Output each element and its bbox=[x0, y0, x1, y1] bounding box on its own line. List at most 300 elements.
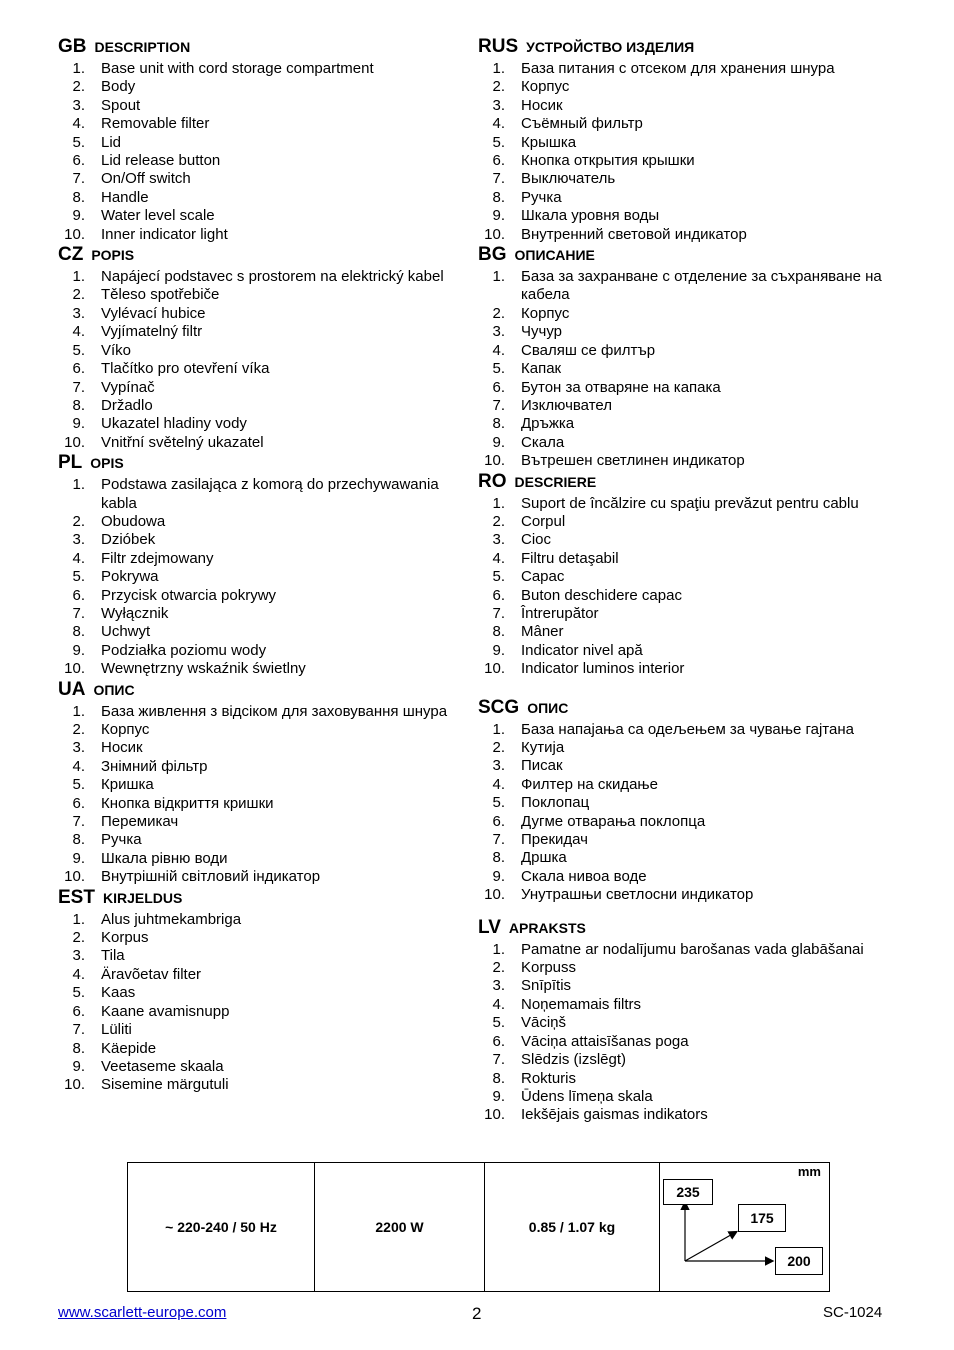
language-code: UA bbox=[58, 678, 86, 700]
item-text: Držadlo bbox=[101, 396, 153, 414]
item-text: Внутрішній світловий індикатор bbox=[101, 868, 321, 886]
item-text: Бутон за отваряне на капака bbox=[521, 378, 721, 396]
item-number: 4. bbox=[492, 549, 505, 567]
item-text: Snīpītis bbox=[521, 977, 572, 995]
item-text: Носик bbox=[521, 96, 563, 114]
item-number: 9. bbox=[492, 867, 505, 885]
item-text: Sisemine märgutuli bbox=[101, 1076, 229, 1094]
section-est bbox=[58, 887, 462, 1095]
item-text: Знімний фільтр bbox=[101, 757, 208, 775]
list-item bbox=[478, 739, 902, 757]
item-number: 9. bbox=[492, 433, 505, 451]
item-text: Mâner bbox=[521, 623, 564, 641]
item-text: Lüliti bbox=[101, 1021, 132, 1039]
item-text: Capac bbox=[521, 568, 565, 586]
parts-list bbox=[478, 268, 902, 470]
item-number: 4. bbox=[492, 115, 505, 133]
list-item bbox=[478, 60, 902, 78]
list-item bbox=[478, 587, 902, 605]
item-text: Дршка bbox=[521, 849, 567, 867]
item-text: Vnitřní světelný ukazatel bbox=[101, 433, 264, 451]
list-item bbox=[58, 623, 462, 641]
section-heading bbox=[58, 244, 462, 268]
list-item bbox=[58, 513, 462, 531]
model-number: SC-1024 bbox=[823, 1304, 883, 1321]
item-text: Vāciņa attaisīšanas poga bbox=[521, 1032, 689, 1050]
depth-value: 175 bbox=[750, 1210, 774, 1226]
list-item bbox=[478, 268, 902, 305]
language-code: LV bbox=[478, 916, 501, 938]
item-text: Дугме отварања поклопца bbox=[521, 812, 706, 830]
item-text: Pamatne ar nodalījumu barošanas vada glabāšanai bbox=[521, 940, 864, 958]
item-number: 5. bbox=[72, 776, 85, 794]
list-item bbox=[478, 189, 902, 207]
list-item bbox=[58, 97, 462, 115]
item-number: 8. bbox=[72, 1039, 85, 1057]
section-heading bbox=[58, 452, 462, 476]
section-title: ОПИС bbox=[93, 681, 135, 698]
item-text: Ручка bbox=[101, 831, 142, 849]
list-item bbox=[478, 1033, 902, 1051]
list-item bbox=[478, 134, 902, 152]
item-text: Filtru detaşabil bbox=[521, 549, 619, 567]
item-number: 2. bbox=[72, 286, 85, 304]
list-item bbox=[478, 941, 902, 959]
item-number: 7. bbox=[72, 813, 85, 831]
item-text: Noņemamais filtrs bbox=[521, 995, 642, 1013]
height-box bbox=[663, 1179, 713, 1205]
list-item bbox=[58, 568, 462, 586]
item-number: 2. bbox=[72, 78, 85, 96]
item-text: Veetaseme skaala bbox=[101, 1057, 224, 1075]
list-item bbox=[478, 342, 902, 360]
item-text: База питания с отсеком для хранения шнура bbox=[521, 60, 835, 77]
item-number: 8. bbox=[492, 849, 505, 867]
item-number: 10. bbox=[64, 433, 85, 451]
item-number: 3. bbox=[492, 323, 505, 341]
list-item bbox=[58, 758, 462, 776]
item-text: Скала bbox=[521, 433, 565, 451]
item-text: Těleso spotřebiče bbox=[101, 286, 220, 304]
power-cell bbox=[315, 1163, 485, 1291]
list-item bbox=[58, 831, 462, 849]
list-item bbox=[478, 434, 902, 452]
list-item bbox=[58, 966, 462, 984]
item-number: 2. bbox=[72, 512, 85, 530]
list-item bbox=[478, 996, 902, 1014]
list-item bbox=[58, 323, 462, 341]
weight-value: 0.85 / 1.07 kg bbox=[528, 1219, 616, 1235]
item-text: Кнопка відкриття кришки bbox=[101, 794, 274, 812]
left-column bbox=[58, 36, 462, 1095]
item-text: Унутрашњи светлосни индикатор bbox=[521, 886, 754, 904]
item-number: 6. bbox=[72, 152, 85, 170]
item-text: Przycisk otwarcia pokrywy bbox=[101, 586, 277, 604]
list-item bbox=[58, 1003, 462, 1021]
item-text: Buton deschidere capac bbox=[521, 586, 682, 604]
item-text: Vyjímatelný filtr bbox=[101, 323, 203, 341]
item-text: Korpus bbox=[101, 929, 149, 947]
item-text: Крышка bbox=[521, 133, 577, 151]
item-number: 7. bbox=[72, 604, 85, 622]
list-item bbox=[58, 415, 462, 433]
item-number: 6. bbox=[492, 1032, 505, 1050]
voltage-value: ~ 220-240 / 50 Hz bbox=[165, 1219, 277, 1235]
item-text: Корпус bbox=[521, 304, 570, 322]
list-item bbox=[478, 1014, 902, 1032]
language-code: GB bbox=[58, 36, 87, 57]
list-item bbox=[478, 1051, 902, 1069]
item-number: 3. bbox=[492, 96, 505, 114]
item-number: 6. bbox=[72, 1002, 85, 1020]
item-text: Vāciņš bbox=[521, 1014, 567, 1032]
item-text: Slēdzis (izslēgt) bbox=[521, 1051, 627, 1069]
item-text: База напајања са одељењем за чување гајтана bbox=[521, 720, 854, 738]
item-text: Kaas bbox=[101, 984, 136, 1002]
item-number: 4. bbox=[492, 341, 505, 359]
item-number: 5. bbox=[72, 984, 85, 1002]
list-item bbox=[58, 660, 462, 678]
power-value: 2200 W bbox=[375, 1219, 424, 1235]
list-item bbox=[478, 849, 902, 867]
list-item bbox=[478, 794, 902, 812]
item-number: 5. bbox=[72, 341, 85, 359]
item-number: 8. bbox=[492, 1069, 505, 1087]
language-code: CZ bbox=[58, 244, 84, 266]
item-text: Писак bbox=[521, 757, 563, 775]
list-item bbox=[478, 831, 902, 849]
item-number: 9. bbox=[72, 207, 85, 225]
item-number: 5. bbox=[492, 794, 505, 812]
item-number: 3. bbox=[492, 757, 505, 775]
item-text: Water level scale bbox=[101, 207, 215, 225]
list-item bbox=[478, 78, 902, 96]
language-code: RO bbox=[478, 470, 507, 492]
item-text: Inner indicator light bbox=[101, 225, 228, 243]
item-number: 2. bbox=[492, 304, 505, 322]
list-item bbox=[478, 207, 902, 225]
item-text: Lid bbox=[101, 133, 122, 151]
list-item bbox=[58, 587, 462, 605]
item-text: Vylévací hubice bbox=[101, 304, 206, 322]
item-number: 3. bbox=[492, 531, 505, 549]
language-code: PL bbox=[58, 452, 83, 474]
item-number: 5. bbox=[72, 568, 85, 586]
list-item bbox=[58, 226, 462, 244]
item-text: Кришка bbox=[101, 776, 154, 794]
item-text: Перемикач bbox=[101, 813, 179, 831]
list-item bbox=[478, 813, 902, 831]
list-item bbox=[478, 776, 902, 794]
item-number: 1. bbox=[72, 910, 85, 928]
item-number: 4. bbox=[492, 995, 505, 1013]
list-item bbox=[478, 868, 902, 886]
item-number: 7. bbox=[492, 170, 505, 188]
item-text: Прекидач bbox=[521, 831, 588, 849]
item-number: 1. bbox=[492, 60, 505, 77]
language-code: RUS bbox=[478, 36, 519, 57]
item-text: Шкала рівню води bbox=[101, 849, 228, 867]
section-title: УСТРОЙСТВО ИЗДЕЛИЯ bbox=[526, 39, 695, 55]
page-number: 2 bbox=[472, 1304, 482, 1323]
list-item bbox=[58, 550, 462, 568]
item-number: 9. bbox=[72, 641, 85, 659]
item-text: Iekšējais gaismas indikators bbox=[521, 1106, 708, 1124]
item-number: 4. bbox=[72, 757, 85, 775]
item-number: 7. bbox=[492, 831, 505, 849]
list-item bbox=[58, 152, 462, 170]
list-item bbox=[58, 929, 462, 947]
list-item bbox=[58, 60, 462, 78]
item-number: 9. bbox=[72, 415, 85, 433]
item-text: Pokrywa bbox=[101, 568, 159, 586]
item-number: 5. bbox=[492, 1014, 505, 1032]
item-number: 10. bbox=[64, 225, 85, 243]
parts-list bbox=[58, 268, 462, 452]
section-ro bbox=[478, 471, 902, 679]
item-number: 2. bbox=[492, 739, 505, 756]
item-text: Сваляш се филтър bbox=[521, 341, 656, 359]
section-heading bbox=[478, 697, 902, 721]
item-text: Изключвател bbox=[521, 396, 612, 414]
item-number: 5. bbox=[492, 568, 505, 586]
section-title: OPIS bbox=[90, 455, 124, 472]
list-item bbox=[478, 226, 902, 244]
item-number: 10. bbox=[484, 886, 505, 904]
language-code: BG bbox=[478, 244, 507, 266]
item-number: 3. bbox=[72, 739, 85, 757]
section-pl bbox=[58, 452, 462, 678]
height-value: 235 bbox=[676, 1184, 700, 1200]
list-item bbox=[58, 268, 462, 286]
item-number: 4. bbox=[72, 323, 85, 341]
item-number: 8. bbox=[492, 188, 505, 206]
item-text: Вътрешен светлинен индикатор bbox=[521, 452, 745, 470]
item-number: 10. bbox=[484, 1106, 505, 1124]
item-number: 8. bbox=[72, 831, 85, 849]
voltage-cell bbox=[128, 1163, 315, 1291]
item-text: Cioc bbox=[521, 531, 552, 549]
parts-list bbox=[478, 60, 902, 244]
list-item bbox=[58, 531, 462, 549]
section-cz bbox=[58, 244, 462, 452]
item-text: Капак bbox=[521, 360, 562, 378]
item-text: Obudowa bbox=[101, 512, 166, 530]
item-text: Podstawa zasilająca z komorą do przechywawania kabla bbox=[101, 476, 439, 512]
item-number: 3. bbox=[72, 96, 85, 114]
item-number: 3. bbox=[492, 977, 505, 995]
item-text: Tila bbox=[101, 947, 125, 965]
list-item bbox=[478, 1106, 902, 1124]
list-item bbox=[58, 605, 462, 623]
section-heading bbox=[478, 471, 902, 495]
list-item bbox=[478, 397, 902, 415]
item-number: 8. bbox=[72, 623, 85, 641]
section-title: APRAKSTS bbox=[508, 919, 586, 936]
item-number: 10. bbox=[64, 1076, 85, 1094]
dimensions-cell bbox=[660, 1163, 829, 1291]
item-text: Rokturis bbox=[521, 1069, 577, 1087]
item-number: 10. bbox=[64, 660, 85, 678]
list-item bbox=[478, 97, 902, 115]
language-code: EST bbox=[58, 886, 95, 908]
list-item bbox=[478, 886, 902, 904]
item-text: Suport de încălzire cu spaţiu prevăzut pentru cablu bbox=[521, 494, 859, 512]
list-item bbox=[58, 286, 462, 304]
item-text: Body bbox=[101, 78, 136, 96]
list-item bbox=[478, 360, 902, 378]
item-text: Käepide bbox=[101, 1039, 157, 1057]
list-item bbox=[58, 342, 462, 360]
list-item bbox=[478, 452, 902, 470]
list-item bbox=[58, 1021, 462, 1039]
item-number: 6. bbox=[492, 152, 505, 170]
list-item bbox=[58, 134, 462, 152]
item-number: 2. bbox=[72, 721, 85, 738]
section-gb bbox=[58, 36, 462, 244]
item-number: 7. bbox=[72, 1021, 85, 1039]
depth-box bbox=[738, 1204, 786, 1232]
list-item bbox=[58, 947, 462, 965]
item-number: 7. bbox=[72, 378, 85, 396]
item-text: Napájecí podstavec s prostorem na elektrický kabel bbox=[101, 268, 444, 286]
item-number: 9. bbox=[492, 207, 505, 225]
list-item bbox=[58, 360, 462, 378]
list-item bbox=[478, 550, 902, 568]
list-item bbox=[58, 434, 462, 452]
item-number: 6. bbox=[492, 812, 505, 830]
list-item bbox=[478, 152, 902, 170]
item-text: Ручка bbox=[521, 188, 562, 206]
item-text: Kaane avamisnupp bbox=[101, 1002, 230, 1020]
list-item bbox=[478, 642, 902, 660]
item-text: Spout bbox=[101, 96, 141, 114]
list-item bbox=[58, 868, 462, 886]
item-text: Филтер на скидање bbox=[521, 775, 658, 793]
website-link[interactable]: www.scarlett-europe.com bbox=[58, 1304, 227, 1321]
list-item bbox=[478, 305, 902, 323]
list-item bbox=[58, 207, 462, 225]
item-number: 10. bbox=[484, 225, 505, 243]
item-number: 1. bbox=[492, 720, 505, 738]
item-number: 9. bbox=[492, 1087, 505, 1105]
parts-list bbox=[478, 495, 902, 679]
section-heading bbox=[478, 917, 902, 941]
item-text: Корпус bbox=[521, 78, 570, 96]
list-item bbox=[58, 642, 462, 660]
list-item bbox=[478, 531, 902, 549]
parts-list bbox=[58, 60, 462, 244]
section-ua bbox=[58, 679, 462, 887]
list-item bbox=[478, 721, 902, 739]
right-column bbox=[478, 36, 902, 1125]
list-item bbox=[58, 813, 462, 831]
item-number: 4. bbox=[492, 775, 505, 793]
parts-list bbox=[58, 476, 462, 678]
item-number: 9. bbox=[72, 849, 85, 867]
list-item bbox=[58, 984, 462, 1002]
list-item bbox=[478, 1070, 902, 1088]
parts-list bbox=[58, 911, 462, 1095]
item-text: Поклопац bbox=[521, 794, 590, 812]
unit-label: mm bbox=[797, 1164, 821, 1179]
list-item bbox=[478, 959, 902, 977]
list-item bbox=[58, 776, 462, 794]
item-number: 6. bbox=[492, 586, 505, 604]
section-heading bbox=[58, 679, 462, 703]
item-number: 2. bbox=[492, 78, 505, 96]
item-number: 6. bbox=[72, 586, 85, 604]
item-text: Lid release button bbox=[101, 152, 221, 170]
section-bg bbox=[478, 244, 902, 470]
item-number: 1. bbox=[72, 476, 85, 494]
item-text: Corpul bbox=[521, 512, 566, 530]
list-item bbox=[58, 1076, 462, 1094]
list-item bbox=[58, 703, 462, 721]
item-number: 8. bbox=[492, 415, 505, 433]
item-number: 5. bbox=[72, 133, 85, 151]
item-number: 3. bbox=[72, 304, 85, 322]
item-number: 2. bbox=[492, 959, 505, 977]
list-item bbox=[478, 415, 902, 433]
list-item bbox=[58, 379, 462, 397]
item-text: Шкала уровня воды bbox=[521, 207, 660, 225]
list-item bbox=[478, 379, 902, 397]
item-text: Podziałka poziomu wody bbox=[101, 641, 267, 659]
item-text: Korpuss bbox=[521, 959, 577, 977]
item-number: 1. bbox=[72, 60, 85, 77]
item-text: On/Off switch bbox=[101, 170, 191, 188]
item-text: Кнопка открытия крышки bbox=[521, 152, 695, 170]
section-title: POPIS bbox=[91, 247, 135, 264]
item-text: Кутија bbox=[521, 739, 565, 756]
item-text: Filtr zdejmowany bbox=[101, 549, 214, 567]
item-number: 2. bbox=[492, 512, 505, 530]
list-item bbox=[478, 170, 902, 188]
item-text: Чучур bbox=[521, 323, 562, 341]
item-number: 4. bbox=[72, 549, 85, 567]
parts-list bbox=[478, 941, 902, 1125]
item-text: Носик bbox=[101, 739, 143, 757]
item-number: 7. bbox=[492, 1051, 505, 1069]
list-item bbox=[58, 78, 462, 96]
section-lv bbox=[478, 917, 902, 1125]
item-text: Корпус bbox=[101, 721, 150, 738]
list-item bbox=[478, 623, 902, 641]
weight-cell bbox=[485, 1163, 660, 1291]
item-number: 7. bbox=[492, 396, 505, 414]
item-text: Ukazatel hladiny vody bbox=[101, 415, 247, 433]
item-text: Uchwyt bbox=[101, 623, 151, 641]
list-item bbox=[478, 660, 902, 678]
item-text: Дръжка bbox=[521, 415, 575, 433]
item-number: 6. bbox=[492, 378, 505, 396]
item-text: База за захранване с отделение за съхраняване на кабела bbox=[521, 268, 882, 304]
item-number: 4. bbox=[72, 115, 85, 133]
section-rus bbox=[478, 36, 902, 244]
language-code: SCG bbox=[478, 696, 520, 718]
item-number: 5. bbox=[492, 360, 505, 378]
item-text: Indicator luminos interior bbox=[521, 660, 685, 678]
item-number: 3. bbox=[72, 947, 85, 965]
section-title: ОПИС bbox=[527, 699, 569, 716]
item-number: 1. bbox=[492, 268, 505, 286]
item-number: 3. bbox=[72, 531, 85, 549]
item-text: Indicator nivel apă bbox=[521, 641, 643, 659]
width-value: 200 bbox=[787, 1253, 811, 1269]
section-heading bbox=[58, 887, 462, 911]
item-text: Выключатель bbox=[521, 170, 616, 188]
